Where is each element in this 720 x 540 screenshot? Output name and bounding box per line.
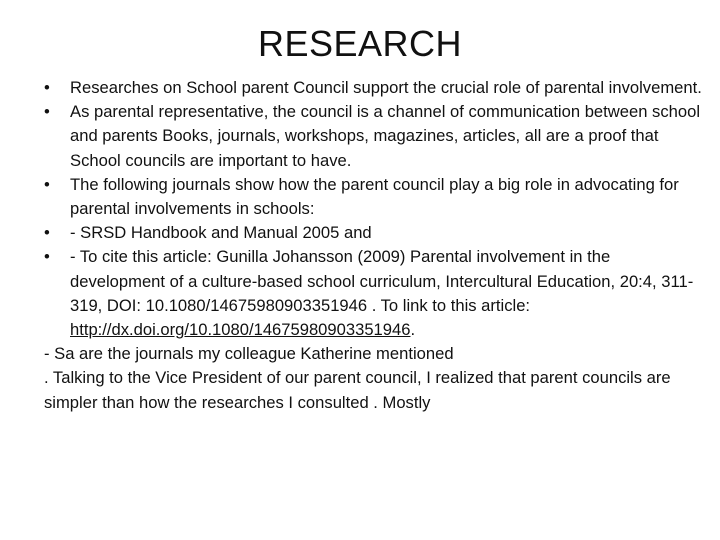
bullet-list: [44, 76, 704, 342]
citation-text: - To cite this article: Gunilla Johansson (2009) Parental involvement in the development of a culture-based school curriculum, Intercultural Education, 20:4, 311-319, DOI: 10.1080/14675980903351946 . To link to this article:: [70, 247, 694, 315]
bullet-marker: •: [44, 102, 50, 122]
bullet-item: [44, 245, 704, 342]
bullet-item: [44, 100, 704, 173]
bullet-item: [44, 173, 704, 221]
bullet-marker: •: [44, 174, 50, 194]
bullet-text: Researches on School parent Council support the crucial role of parental involvement.: [70, 78, 702, 97]
bullet-marker: •: [44, 247, 50, 267]
closing-paragraph-2: . Talking to the Vice President of our parent council, I realized that parent councils are simpler than how the researches I consulted . Mostly: [44, 368, 671, 412]
bullet-text: - SRSD Handbook and Manual 2005 and: [70, 223, 372, 243]
doi-link[interactable]: http://dx.doi.org/10.1080/14675980903351946: [70, 320, 411, 340]
bullet-text-with-link: [70, 247, 693, 339]
slide-title: RESEARCH: [257, 23, 463, 64]
bullet-item: [44, 76, 704, 100]
bullet-text: The following journals show how the parent council play a big role in advocating for parental involvements in schools:: [70, 174, 679, 219]
bullet-marker: •: [44, 78, 50, 97]
citation-end: .: [410, 320, 416, 340]
bullet-marker: •: [44, 223, 50, 243]
bullet-item: [44, 221, 704, 245]
bullet-text: As parental representative, the council is a channel of communication between school and parents Books, journals, workshops, magazines, articles, all are a proof that School councils are important to have.: [70, 102, 701, 170]
slide-body: [44, 76, 704, 415]
closing-paragraph-1: - Sa are the journals my colleague Katherine mentioned: [44, 344, 454, 364]
